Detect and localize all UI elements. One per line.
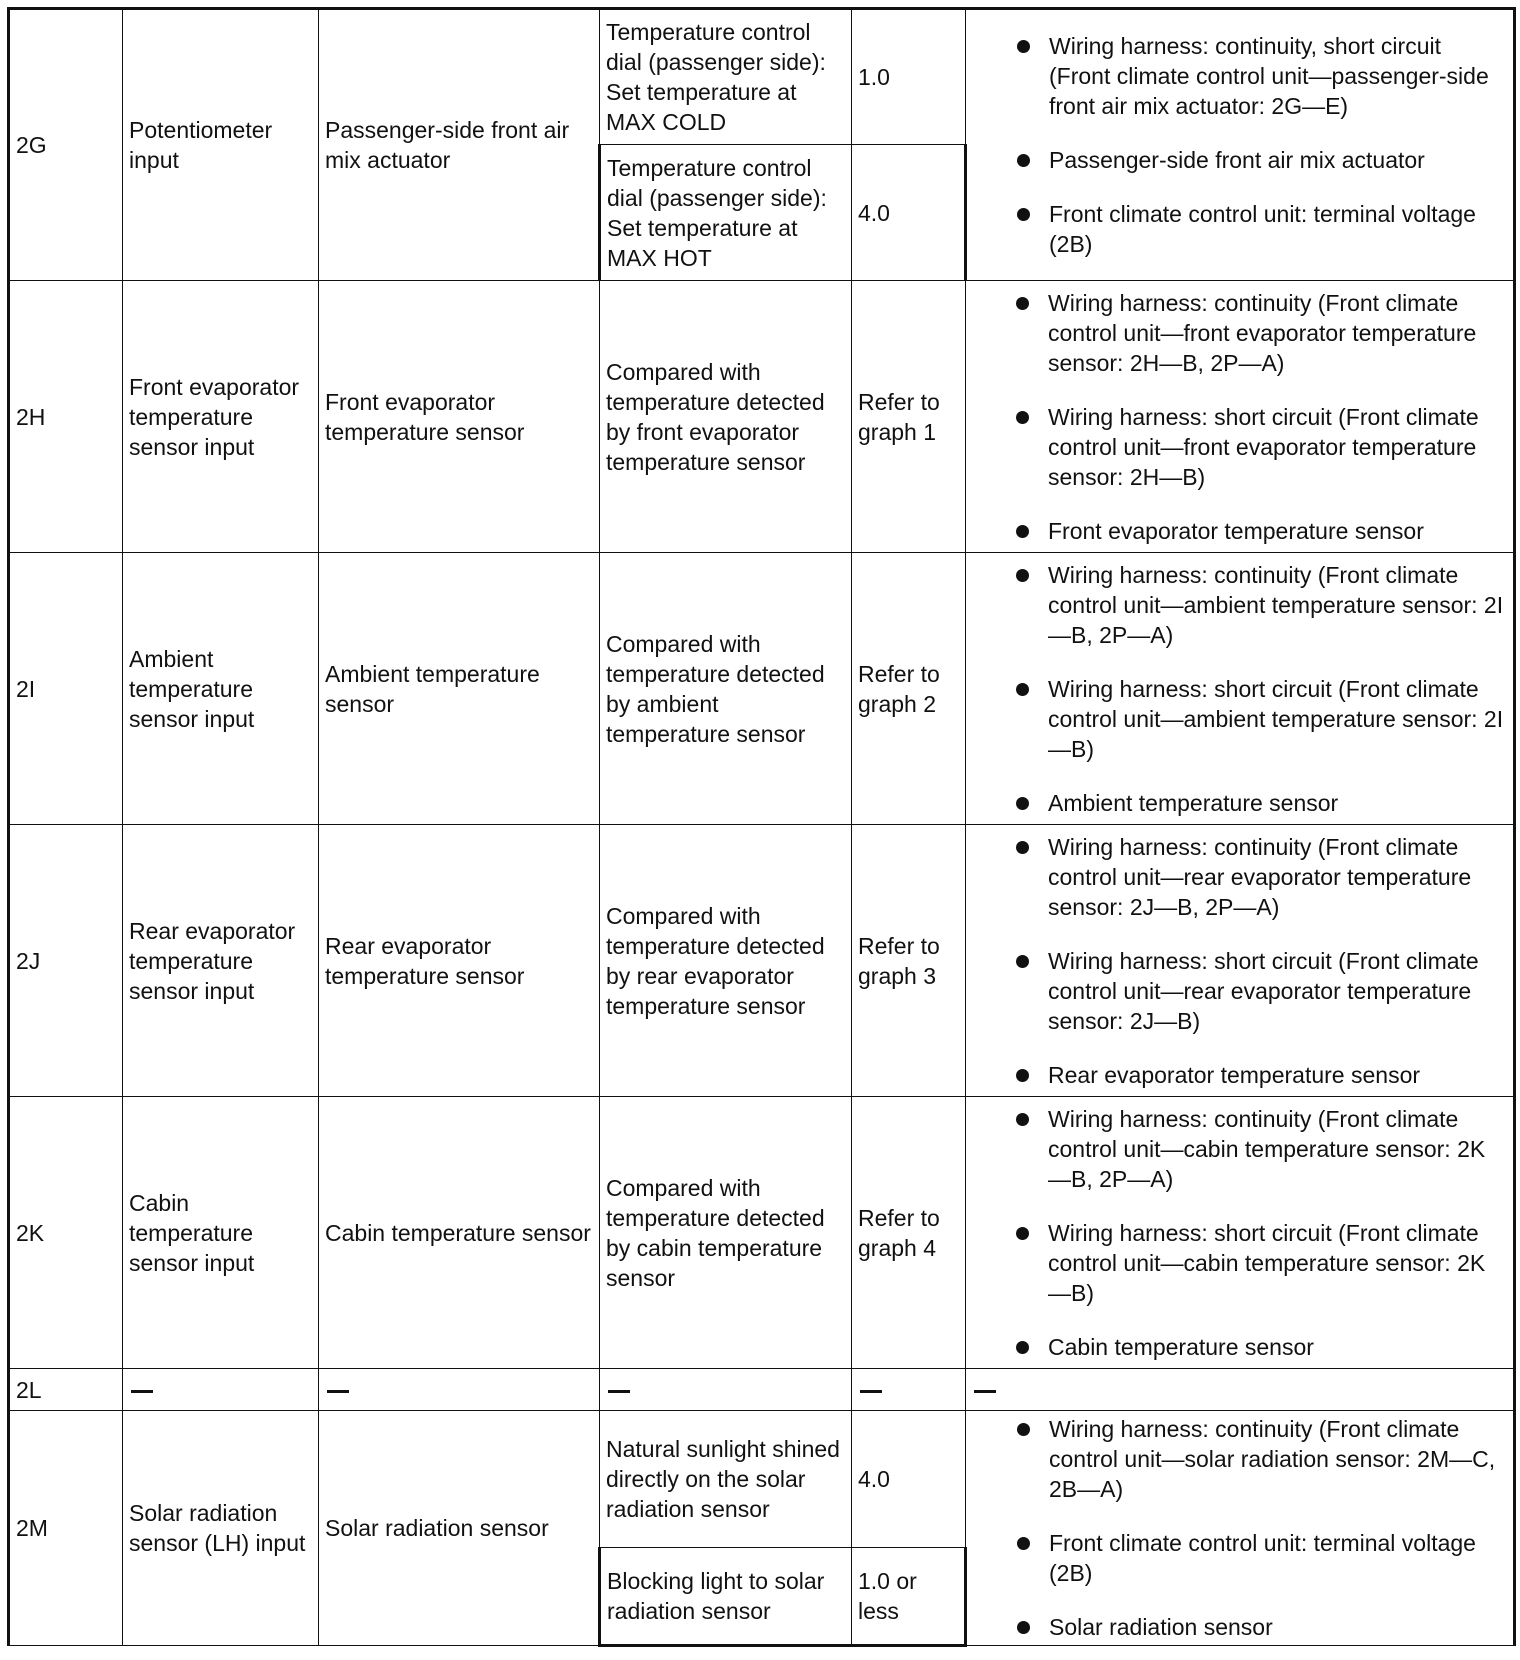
list-item: Solar radiation sensor — [1049, 1612, 1507, 1642]
table-row — [9, 825, 1515, 1097]
connected-to-cell — [319, 1369, 600, 1411]
terminal-cell: 2L — [9, 1369, 123, 1411]
possible-causes-cell — [966, 1411, 1515, 1646]
connected-to-cell: Cabin temperature sensor — [319, 1097, 600, 1369]
signal-cell — [123, 1369, 319, 1411]
table-row — [9, 1411, 1515, 1548]
causes-list — [972, 1104, 1507, 1362]
list-item: Wiring harness: short circuit (Front climate control unit—cabin temperature sensor: 2K—B) — [1048, 1218, 1507, 1308]
standard-value-cell: 1.0 or less — [852, 1548, 966, 1646]
standard-value-cell: Refer to graph 2 — [852, 553, 966, 825]
measurement-condition-cell: Temperature control dial (passenger side): Set temperature at MAX COLD — [600, 9, 852, 145]
dash-mark — [974, 1390, 996, 1393]
terminal-cell: 2K — [9, 1097, 123, 1369]
possible-causes-cell — [966, 825, 1515, 1097]
signal-cell: Rear evaporator temperature sensor input — [123, 825, 319, 1097]
list-item: Cabin temperature sensor — [1048, 1332, 1507, 1362]
terminal-cell: 2J — [9, 825, 123, 1097]
list-item: Wiring harness: short circuit (Front climate control unit—ambient temperature sensor: 2I—B) — [1048, 674, 1507, 764]
list-item: Wiring harness: continuity, short circuit (Front climate control unit—passenger-side front air mix actuator: 2G—E) — [1049, 31, 1507, 121]
possible-causes-cell — [966, 281, 1515, 553]
measurement-condition-cell: Natural sunlight shined directly on the solar radiation sensor — [600, 1411, 852, 1548]
list-item: Wiring harness: continuity (Front climate control unit—solar radiation sensor: 2M—C, 2B—A) — [1049, 1414, 1507, 1504]
dash-mark — [608, 1390, 630, 1393]
signal-cell: Cabin temperature sensor input — [123, 1097, 319, 1369]
list-item: Wiring harness: continuity (Front climate control unit—rear evaporator temperature sensor: 2J—B, 2P—A) — [1048, 832, 1507, 922]
causes-list — [972, 560, 1507, 818]
standard-value-cell — [852, 1369, 966, 1411]
signal-cell: Ambient temperature sensor input — [123, 553, 319, 825]
causes-list — [973, 1414, 1507, 1642]
terminal-cell: 2H — [9, 281, 123, 553]
list-item: Wiring harness: continuity (Front climate control unit—ambient temperature sensor: 2I—B, 2P—A) — [1048, 560, 1507, 650]
possible-causes-cell — [966, 1097, 1515, 1369]
dash-mark — [131, 1390, 153, 1393]
measurement-condition-cell: Compared with temperature detected by rear evaporator temperature sensor — [600, 825, 852, 1097]
connected-to-cell: Ambient temperature sensor — [319, 553, 600, 825]
table-row — [9, 281, 1515, 553]
causes-list — [972, 832, 1507, 1090]
list-item: Front climate control unit: terminal voltage (2B) — [1049, 199, 1507, 259]
terminal-cell: 2I — [9, 553, 123, 825]
standard-value-cell: 1.0 — [852, 9, 966, 145]
connected-to-cell: Solar radiation sensor — [319, 1411, 600, 1646]
table-row — [9, 9, 1515, 145]
standard-value-cell: 4.0 — [852, 145, 966, 281]
list-item: Rear evaporator temperature sensor — [1048, 1060, 1507, 1090]
table-row — [9, 1369, 1515, 1411]
standard-value-cell: Refer to graph 3 — [852, 825, 966, 1097]
list-item: Wiring harness: short circuit (Front climate control unit—rear evaporator temperature sensor: 2J—B) — [1048, 946, 1507, 1036]
measurement-condition-cell: Compared with temperature detected by cabin temperature sensor — [600, 1097, 852, 1369]
causes-list — [973, 31, 1507, 259]
measurement-condition-cell: Compared with temperature detected by front evaporator temperature sensor — [600, 281, 852, 553]
measurement-condition-cell: Blocking light to solar radiation sensor — [600, 1548, 852, 1646]
measurement-condition-cell: Temperature control dial (passenger side): Set temperature at MAX HOT — [600, 145, 852, 281]
measurement-condition-cell — [600, 1369, 852, 1411]
standard-value-cell: Refer to graph 1 — [852, 281, 966, 553]
possible-causes-cell — [966, 1369, 1515, 1411]
measurement-condition-cell: Compared with temperature detected by ambient temperature sensor — [600, 553, 852, 825]
standard-value-cell: Refer to graph 4 — [852, 1097, 966, 1369]
signal-cell: Solar radiation sensor (LH) input — [123, 1411, 319, 1646]
dash-mark — [860, 1390, 882, 1393]
list-item: Front climate control unit: terminal voltage (2B) — [1049, 1528, 1507, 1588]
connected-to-cell: Front evaporator temperature sensor — [319, 281, 600, 553]
dash-mark — [327, 1390, 349, 1393]
terminal-cell: 2G — [9, 9, 123, 281]
list-item: Wiring harness: continuity (Front climate control unit—front evaporator temperature sensor: 2H—B, 2P—A) — [1048, 288, 1507, 378]
table-row — [9, 553, 1515, 825]
causes-list — [972, 288, 1507, 546]
possible-causes-cell — [966, 553, 1515, 825]
connected-to-cell: Passenger-side front air mix actuator — [319, 9, 600, 281]
terminal-cell: 2M — [9, 1411, 123, 1646]
possible-causes-cell — [966, 9, 1515, 281]
list-item: Ambient temperature sensor — [1048, 788, 1507, 818]
list-item: Passenger-side front air mix actuator — [1049, 145, 1507, 175]
table-row — [9, 1097, 1515, 1369]
terminal-voltage-table — [7, 7, 1516, 1647]
signal-cell: Front evaporator temperature sensor input — [123, 281, 319, 553]
signal-cell: Potentiometer input — [123, 9, 319, 281]
list-item: Front evaporator temperature sensor — [1048, 516, 1507, 546]
connected-to-cell: Rear evaporator temperature sensor — [319, 825, 600, 1097]
standard-value-cell: 4.0 — [852, 1411, 966, 1548]
list-item: Wiring harness: short circuit (Front climate control unit—front evaporator temperature sensor: 2H—B) — [1048, 402, 1507, 492]
list-item: Wiring harness: continuity (Front climate control unit—cabin temperature sensor: 2K—B, 2P—A) — [1048, 1104, 1507, 1194]
